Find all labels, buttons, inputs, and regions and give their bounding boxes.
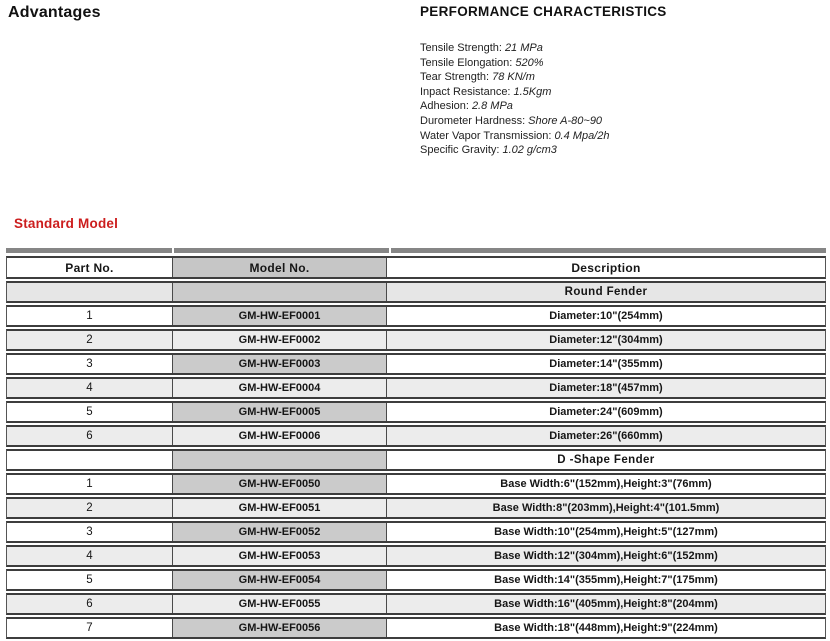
part-no-cell: 7 — [7, 619, 173, 637]
spec-label: Water Vapor Transmission: — [420, 129, 552, 142]
advantages-title: Advantages — [8, 4, 101, 21]
column-header-description: Description — [571, 260, 641, 275]
description-cell: Base Width:18"(448mm),Height:9"(224mm) — [494, 622, 718, 634]
spec-line — [420, 129, 820, 144]
description-cell: Round Fender — [387, 283, 825, 301]
model-no-cell: GM-HW-EF0052 — [173, 523, 387, 541]
table-row — [6, 473, 826, 495]
table-row — [6, 305, 826, 327]
spec-line — [420, 85, 820, 100]
table-row — [6, 569, 826, 591]
spec-line — [420, 70, 820, 85]
model-no-cell: GM-HW-EF0005 — [173, 403, 387, 421]
table-row — [6, 353, 826, 375]
description-cell: Diameter:18"(457mm) — [387, 379, 825, 397]
spec-value: 21 MPa — [504, 42, 543, 54]
part-no-cell — [7, 283, 173, 301]
performance-spec-list — [420, 41, 820, 158]
part-no-cell: 3 — [7, 355, 173, 373]
table-row — [6, 329, 826, 351]
table-row — [6, 497, 826, 519]
table-top-band — [6, 248, 826, 253]
part-no-cell: 3 — [7, 523, 173, 541]
spec-line — [420, 143, 820, 158]
model-table-body — [6, 281, 826, 639]
part-no-cell: 2 — [7, 331, 173, 349]
spec-value: 2.8 MPa — [471, 100, 513, 113]
performance-title: PERFORMANCE CHARACTERISTICS — [420, 4, 667, 19]
spec-label: Tensile Strength: — [420, 42, 502, 54]
model-no-cell: GM-HW-EF0002 — [173, 331, 387, 349]
part-no-cell: 5 — [7, 571, 173, 589]
part-no-cell: 6 — [7, 595, 173, 613]
description-cell: Base Width:16"(405mm),Height:8"(204mm) — [387, 595, 825, 613]
model-no-cell: GM-HW-EF0051 — [173, 499, 387, 517]
description-cell: Diameter:14"(355mm) — [549, 358, 663, 370]
model-no-cell: GM-HW-EF0054 — [173, 571, 387, 589]
table-row — [6, 521, 826, 543]
model-no-cell — [173, 283, 387, 301]
spec-value: 78 KN/m — [492, 71, 535, 84]
column-header-part-no: Part No. — [7, 258, 173, 277]
table-row — [6, 425, 826, 447]
model-no-cell: GM-HW-EF0055 — [173, 595, 387, 613]
description-cell: Diameter:24"(609mm) — [549, 406, 663, 418]
model-no-cell: GM-HW-EF0006 — [173, 427, 387, 445]
description-cell: Base Width:14"(355mm),Height:7"(175mm) — [494, 574, 718, 586]
table-section-row — [6, 449, 826, 471]
spec-line — [420, 56, 820, 71]
part-no-cell: 2 — [7, 499, 173, 517]
part-no-cell: 4 — [7, 379, 173, 397]
standard-model-title: Standard Model — [14, 216, 119, 231]
description-cell: D -Shape Fender — [557, 454, 655, 466]
description-cell: Base Width:6"(152mm),Height:3"(76mm) — [500, 478, 712, 490]
spec-label: Adhesion: — [420, 100, 469, 113]
spec-line — [420, 99, 820, 114]
table-row — [6, 593, 826, 615]
table-header-row — [6, 256, 826, 279]
spec-label: Durometer Hardness: — [420, 114, 526, 127]
part-no-cell — [7, 451, 173, 469]
performance-section — [420, 4, 820, 158]
part-no-cell: 5 — [7, 403, 173, 421]
part-no-cell: 1 — [7, 307, 173, 325]
spec-line — [420, 114, 820, 129]
table-section-row — [6, 281, 826, 303]
model-no-cell: GM-HW-EF0053 — [173, 547, 387, 565]
spec-value: 520% — [515, 56, 544, 69]
model-no-cell: GM-HW-EF0003 — [173, 355, 387, 373]
description-cell: Base Width:10"(254mm),Height:5"(127mm) — [494, 526, 718, 538]
table-row — [6, 401, 826, 423]
description-cell: Base Width:12"(304mm),Height:6"(152mm) — [387, 547, 825, 565]
model-no-cell: GM-HW-EF0050 — [173, 475, 387, 493]
model-no-cell: GM-HW-EF0004 — [173, 379, 387, 397]
part-no-cell: 6 — [7, 427, 173, 445]
part-no-cell: 1 — [7, 475, 173, 493]
spec-label: Tensile Elongation: — [420, 56, 513, 69]
spec-value: 1.02 g/cm3 — [502, 144, 557, 157]
standard-model-table — [6, 248, 826, 641]
band-segment — [6, 248, 172, 253]
column-header-model-no: Model No. — [173, 258, 387, 277]
model-no-cell: GM-HW-EF0056 — [173, 619, 387, 637]
description-cell: Diameter:26"(660mm) — [387, 427, 825, 445]
description-cell: Base Width:8"(203mm),Height:4"(101.5mm) — [387, 499, 825, 517]
spec-value: 1.5Kgm — [513, 85, 552, 98]
spec-label: Specific Gravity: — [420, 144, 500, 157]
table-row — [6, 617, 826, 639]
part-no-cell: 4 — [7, 547, 173, 565]
band-segment — [391, 248, 826, 253]
spec-label: Inpact Resistance: — [420, 85, 511, 98]
description-cell: Diameter:10"(254mm) — [549, 310, 663, 322]
description-cell: Diameter:12"(304mm) — [387, 331, 825, 349]
model-no-cell: GM-HW-EF0001 — [173, 307, 387, 325]
spec-value: 0.4 Mpa/2h — [554, 129, 610, 142]
band-segment — [174, 248, 389, 253]
table-row — [6, 377, 826, 399]
spec-value: Shore A-80~90 — [528, 114, 603, 127]
advantages-section — [8, 4, 408, 41]
table-row — [6, 545, 826, 567]
spec-line — [420, 41, 820, 56]
spec-label: Tear Strength: — [420, 71, 490, 84]
model-no-cell — [173, 451, 387, 469]
